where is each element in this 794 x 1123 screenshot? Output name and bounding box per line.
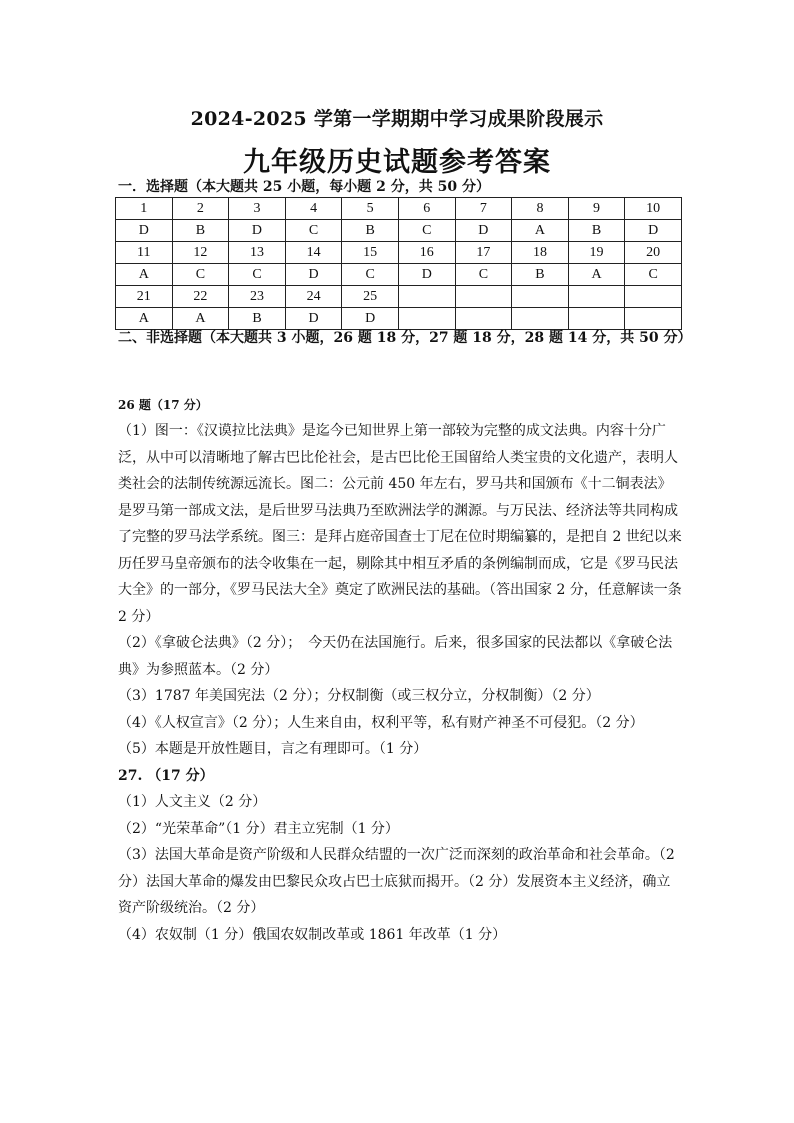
table-cell: D	[342, 308, 399, 330]
q26-part5: （5）本题是开放性题目，言之有理即可。（1 分）	[118, 741, 428, 757]
table-cell: 15	[342, 242, 399, 264]
table-cell	[625, 286, 682, 308]
table-cell: 19	[568, 242, 625, 264]
table-row	[116, 286, 682, 308]
table-cell	[455, 286, 512, 308]
table-cell: B	[229, 308, 286, 330]
document-title: 2024-2025 学第一学期期中学习成果阶段展示	[190, 108, 604, 130]
table-cell: A	[568, 264, 625, 286]
table-cell: 11	[116, 242, 173, 264]
table-cell: 8	[512, 198, 569, 220]
table-cell: 16	[398, 242, 455, 264]
q27-part4: （4）农奴制（1 分）俄国农奴制改革或 1861 年改革（1 分）	[118, 926, 507, 943]
table-cell: D	[455, 220, 512, 242]
table-cell: 24	[285, 286, 342, 308]
table-cell: B	[512, 264, 569, 286]
table-cell: C	[625, 264, 682, 286]
table-cell: 1	[116, 198, 173, 220]
table-cell: B	[172, 220, 229, 242]
table-row	[116, 264, 682, 286]
table-cell: B	[568, 220, 625, 242]
table-row	[116, 220, 682, 242]
table-cell: C	[455, 264, 512, 286]
table-cell: 22	[172, 286, 229, 308]
table-cell	[568, 286, 625, 308]
table-cell: 10	[625, 198, 682, 220]
table-row	[116, 242, 682, 264]
q27-part1: （1）人文主义（2 分）	[118, 794, 267, 810]
section1-heading: 一．选择题（本大题共 25 小题，每小题 2 分，共 50 分）	[118, 179, 490, 195]
q26-part1: （1）图一：《汉谟拉比法典》是迄今已知世界上第一部较为完整的成文法典。内容十分广泛，从中可以清晰地了解古巴比伦社会，是古巴比伦王国留给人类宝贵的文化遗产，表明人类社会的法制传统源远流长。图二：公元前 450 年左右，罗马共和国颁布《十二铜表法》是罗马第一部成文法，是后世罗马法典乃至欧洲法学的渊源。与万民法、经济法等共同构成了完整的罗马法学系统。图三：是拜占庭帝国查士丁尼在位时期编纂的，是把自 2 世纪以来历任罗马皇帝颁布的法令收集在一起，剔除其中相互矛盾的条例编制而成，它是《罗马民法大全》的一部分，《罗马民法大全》奠定了欧洲民法的基础。（答出国家 2 分，任意解读一条 2 分）	[118, 423, 682, 625]
table-cell: C	[229, 264, 286, 286]
table-cell: A	[512, 220, 569, 242]
question-27-heading: 27. （17 分）	[118, 767, 214, 784]
table-cell: 17	[455, 242, 512, 264]
table-cell: 5	[342, 198, 399, 220]
table-cell: A	[116, 308, 173, 330]
table-cell: B	[342, 220, 399, 242]
table-cell	[512, 286, 569, 308]
table-cell: 14	[285, 242, 342, 264]
table-cell: 7	[455, 198, 512, 220]
answer-table	[115, 197, 682, 330]
q26-part3: （3）1787 年美国宪法（2 分）；分权制衡（或三权分立，分权制衡）（2 分）	[118, 688, 600, 704]
document-subtitle: 九年级历史试题参考答案	[243, 147, 551, 178]
table-cell: C	[398, 220, 455, 242]
table-cell: 18	[512, 242, 569, 264]
table-cell: 2	[172, 198, 229, 220]
q27-part2: （2）“光荣革命”（1 分）君主立宪制（1 分）	[118, 820, 399, 837]
table-cell: 25	[342, 286, 399, 308]
table-cell: 4	[285, 198, 342, 220]
q27-part3: （3）法国大革命是资产阶级和人民群众结盟的一次广泛而深刻的政治革命和社会革命。（2 分）法国大革命的爆发由巴黎民众攻占巴士底狱而揭开。（2 分）发展资本主义经济，确立资产阶级统治。（2 分）	[118, 847, 675, 916]
table-cell: C	[172, 264, 229, 286]
table-cell: D	[398, 264, 455, 286]
question-26-heading: 26 题（17 分）	[118, 398, 208, 412]
table-row	[116, 198, 682, 220]
table-cell: 21	[116, 286, 173, 308]
table-cell	[398, 286, 455, 308]
table-cell: C	[285, 220, 342, 242]
table-cell: D	[285, 264, 342, 286]
q26-part4: （4）《人权宣言》（2 分）；人生来自由，权利平等，私有财产神圣不可侵犯。（2 分）	[118, 714, 644, 731]
table-cell: D	[625, 220, 682, 242]
table-cell: 9	[568, 198, 625, 220]
answer-body	[118, 418, 684, 948]
table-cell: 20	[625, 242, 682, 264]
table-cell: A	[116, 264, 173, 286]
table-cell: 6	[398, 198, 455, 220]
table-cell: 13	[229, 242, 286, 264]
table-cell: C	[342, 264, 399, 286]
q26-part2: （2）《拿破仑法典》（2 分）； 今天仍在法国施行。后来，很多国家的民法都以《拿破仑法典》为参照蓝本。（2 分）	[118, 635, 673, 678]
table-cell: D	[229, 220, 286, 242]
table-cell: A	[172, 308, 229, 330]
table-cell: 23	[229, 286, 286, 308]
table-cell: D	[116, 220, 173, 242]
table-cell: 12	[172, 242, 229, 264]
section2-heading: 二、非选择题（本大题共 3 小题，26 题 18 分，27 题 18 分，28 题 14 分，共 50 分）	[118, 330, 692, 346]
table-cell: 3	[229, 198, 286, 220]
table-cell: D	[285, 308, 342, 330]
